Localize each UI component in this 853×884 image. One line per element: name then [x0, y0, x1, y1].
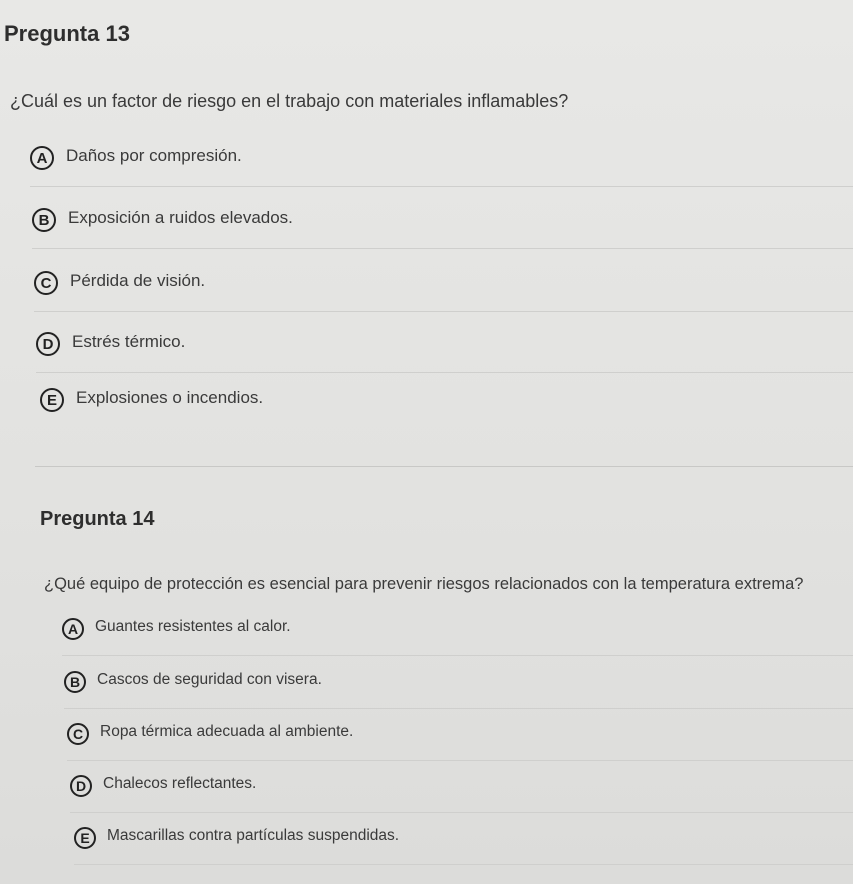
option-label: Exposición a ruidos elevados.	[68, 208, 293, 227]
option-letter-badge: B	[64, 671, 86, 693]
option-label: Pérdida de visión.	[70, 271, 206, 290]
question-title: Pregunta 14	[40, 508, 155, 530]
option-c[interactable]	[67, 721, 853, 761]
option-label: Mascarillas contra partículas suspendidas.	[107, 827, 400, 844]
option-letter-badge: D	[70, 775, 92, 797]
option-letter-badge: C	[67, 723, 89, 745]
option-d[interactable]	[36, 329, 853, 373]
option-e[interactable]	[74, 825, 853, 865]
option-d[interactable]	[70, 773, 853, 813]
option-letter-badge: E	[40, 388, 64, 412]
option-b[interactable]	[32, 205, 853, 249]
option-label: Daños por compresión.	[66, 146, 242, 165]
option-letter-badge: B	[32, 208, 56, 232]
option-label: Estrés térmico.	[72, 332, 186, 351]
option-letter-badge: D	[36, 332, 60, 356]
option-b[interactable]	[64, 669, 853, 709]
option-label: Guantes resistentes al calor.	[95, 618, 291, 635]
option-label: Chalecos reflectantes.	[103, 775, 257, 792]
section-divider	[35, 466, 853, 467]
option-letter-badge: E	[74, 827, 96, 849]
question-text: ¿Qué equipo de protección es esencial para prevenir riesgos relacionados con la temperatura extrema?	[44, 575, 804, 593]
question-text: ¿Cuál es un factor de riesgo en el trabajo con materiales inflamables?	[10, 91, 569, 111]
question-title: Pregunta 13	[4, 21, 130, 46]
option-a[interactable]	[30, 143, 853, 187]
option-label: Explosiones o incendios.	[76, 388, 264, 407]
option-c[interactable]	[34, 268, 853, 312]
option-letter-badge: A	[30, 146, 54, 170]
option-e[interactable]	[40, 385, 853, 429]
option-label: Cascos de seguridad con visera.	[97, 671, 322, 688]
option-label: Ropa térmica adecuada al ambiente.	[100, 723, 354, 740]
option-a[interactable]	[62, 616, 853, 656]
option-letter-badge: C	[34, 271, 58, 295]
option-letter-badge: A	[62, 618, 84, 640]
